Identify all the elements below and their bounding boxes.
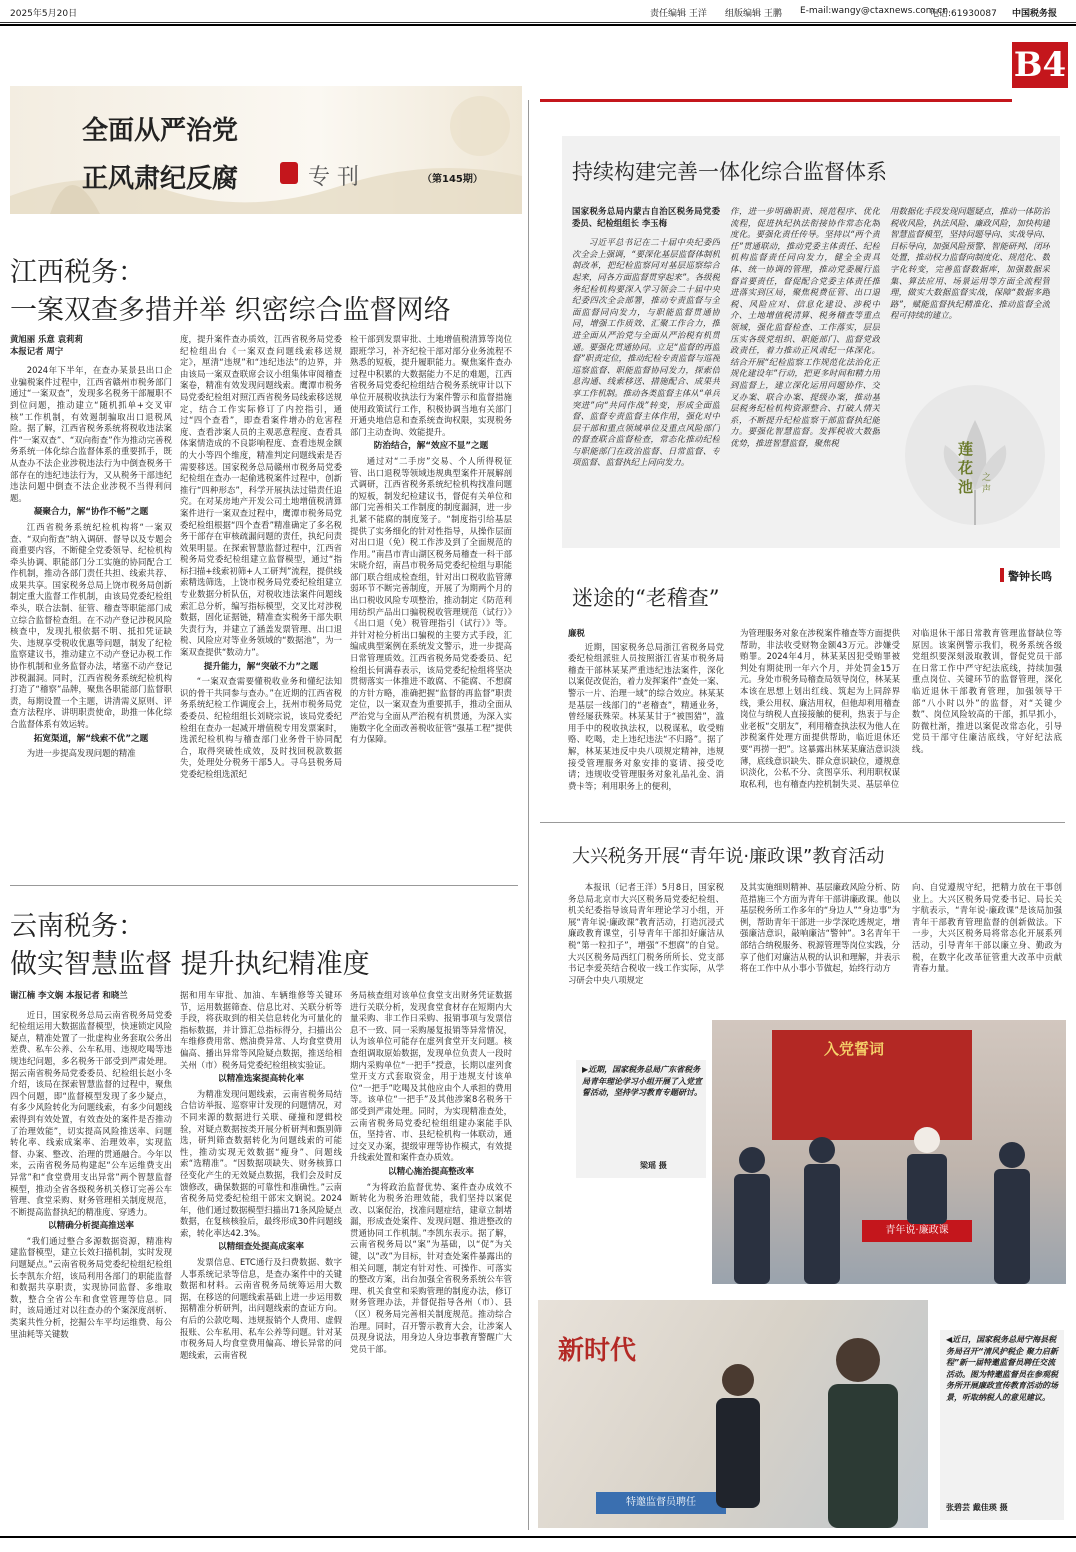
photo2-credit: 张碧芸 戴佳瑛 摄 (946, 1503, 1008, 1512)
page-number-badge: B4 (1012, 42, 1068, 88)
people-silhouettes (712, 1080, 1066, 1284)
header-date: 2025年5月20日 (10, 9, 78, 19)
banner-title-line2: 正风肃纪反腐 (82, 164, 239, 194)
yunnan-paragraph: 据和用车审批、加油、车辆维修等关键环节，运用数据筛查、信息比对、关联分析等手段，将获取到的相关信息转化为可量化的指标数据，并计算汇总指标得分，扫描出公车维修费用常、燃油费异常、人均食堂费用偏高、播出异常等风险疑点数据，推送给相关州（市）税务局党委纪检组核实验证。 (180, 990, 342, 1070)
jiangxi-column-2 (180, 334, 342, 882)
mitu-title: 迷途的“老稽查” (572, 586, 720, 610)
chixu-author: 国家税务总局内蒙古自治区税务局党委委员、纪检组组长 李玉梅 (572, 206, 720, 228)
daxing-title: 大兴税务开展“青年说·廉政课”教育活动 (572, 846, 885, 867)
jiangxi-column-3 (350, 334, 512, 882)
header-paper-name: 中国税务报 (1012, 9, 1058, 19)
jiangxi-paragraph: 2024年下半年，在查办某景县出口企业骗税案件过程中，江西省赣州市税务部门通过“一案双查”，发现多名税务干部履职不到位问题，推动建立“随机抓单+交叉审核”工作机制，有效遏制骗取出口退税风险。据了解，江西省税务系统将税收违法案件“一案双查”、“双向衔查”作为推动完善税务系统一体化综合监督体系的重要抓手，既从查办不法企业涉税违法行为中倒查税务干部存在的违纪违法行为，又从税务干部违纪违法问题中倒查不法企业涉税不当得利问题。 (10, 365, 172, 503)
mitu-paragraph: 为管理服务对象在涉税案件稽查等方面提供帮助，非法收受财物金额43万元。涉嫌受贿罪。2024年4月，林某某因犯受贿罪被判处有期徒刑一年六个月，并处罚金15万元。身处市税务局稽查局领导岗位，林某某本该在思想上划出红线、筑起为上同辞界线，秉公用权、廉洁用权，但他却利用稽查岗位与纳税人直接接触的便利，热衷于与企业老板“交朋友”，利用稽查执法权为他人在涉税案件处理方面提供帮助，临近退休还要“再捞一把”。这暴露出林某某廉洁意识淡薄，底线意识缺失、群众意识缺位，遵规意识淡化，公私不分、贪图享乐、利用职权谋取私利，也有稽查内控机制失灵、基层单位 (740, 628, 900, 789)
header-phone: 电话:61930087 (930, 9, 997, 19)
yunnan-paragraph: 务局核查组对该单位食堂支出财务凭证数据进行关联分析，发现食堂食材存在短期内大量采购、非工作日采购、报销事项与发票信息不一致、同一采购屡复报销等异常情况，认为该单位可能存在虚列食堂开支问题。核查组调取原始数据，发现单位负责人一段时期内采购单位“一把手”授意，长期以虚列食堂开支方式套取资金，用于违规支付该单位“一把手”吃喝及其他应由个人承担的费用等。该单位“一把手”及其他涉案8名税务干部受到严肃处理。同时，为实现精准查处，云南省税务局党委纪检组组建办案能手队伍，坚持省、市、县纪检机构一体联动，通过交叉办案，提级审理等协作模式，有效提升线索处置和案件查办质效。 (350, 990, 512, 1163)
header-layout-editor: 组版编辑 王鹏 (725, 9, 782, 19)
wall-text: 新时代 (558, 1336, 637, 1366)
chixu-paragraph: 用数据化手段发现问题疑点，推动一体防治税收风险，执法风险、廉政风险，加快构建智慧监督模型，坚持问题导向、实战导向、目标导向，加强风险预警、智能研判、闭环处置，推动权力监督向制度化、规范化、数字化转变，完善监督数据库，加强数据采集、算法应用、场景运用等方面全流程管理，做实大数据监督实战，保障“数据多跑路”，赋能监督执纪精准化、推动监督全流程可持续的建立。 (890, 206, 1050, 321)
chixu-paragraph: 作，进一步明确职责、规范程序、优化流程，促进执纪执法衔接协作常态化制度化。要强化责任传导。坚持以“两个责任”贯通联动，推动党委主体责任、纪检机构监督责任同向发力，健全全责具体、统一协调的管理，推动党委履行监督首要责任，督促配合党委主体责任推进落实到区局，聚焦税费征管、出口退税、风险应对、信息化建设、涉税中介、土地增值税清算、税务稽查等重点领域，强化监督检查、工作落实，层层压实各级党组织、职能部门、监督党政政责任，着力推动正风肃纪一体深化。结合开展“纪检监察工作规范化法治化正规化建设年”行动，把更多时间和精力用到监督上，建立深化运用问题协作、交叉办案、联合办案、提级办案，推动基层税务纪检机构资源整合、打破人情关系，不断提升纪检监察干部监督执纪能力。要强化智慧监督。发挥税收大数据优势，推进智慧监督，聚焦税 (730, 206, 880, 448)
daxing-paragraph: 及其实施细则精神、基层廉政风险分析、防范措施三个方面为青年干部讲廉政课。他以基层税务所工作多年的“身边人”“身边事”为例，帮助青年干部进一步学深吃透规定，增强廉洁意识，敲响廉洁“警钟”。3名青年干部结合纳税服务、税源管理等岗位实践，分享了他们对廉洁从税的认识和理解，并表示将在工作中从小事小节做起，始终行动方 (740, 882, 900, 974)
mitu-column-1 (568, 628, 724, 808)
yunnan-title-line2: 做实智慧监督 提升执纪精准度 (10, 949, 370, 980)
header-editor: 责任编辑 王洋 (650, 9, 707, 19)
mitu-column-2 (740, 628, 900, 808)
yunnan-column-2 (180, 990, 342, 1526)
event-banner: 青年说·廉政课 (862, 1220, 972, 1242)
tag-marker-icon (1000, 568, 1004, 582)
photo2-caption: ◀近日，国家税务总局宁海县税务局召开“清风护税企 聚力启新程”新一届特邀监督员聘任交流活动。图为特邀监督员在参观税务所开展廉政宣传教育活动的场景，听取纳税人的意见建议。 (946, 1335, 1058, 1402)
column-name-suffix: 之声 (982, 473, 992, 495)
mitu-paragraph: 近期，国家税务总局浙江省税务局党委纪检组派驻人员按照浙江省某市税务局稽查干部林某某严重违纪违法案件，深化以案促改促治，着力发挥案件“查处一案、警示一片、治理一域”的综合效应。林某某是基层一线部门的“老稽查”，精通业务，曾经屡获殊荣。林某某甘于“被围猎”，滥用手中的税收执法权，以税谋私，收受贿赂、吃喝，走上违纪违法“不归路”。据了解，林某某违反中央八项规定精神，违规接受管理服务对象安排的宴请、接受吃请；违规收受管理服务对象礼品礼金、消费卡等；利用职务上的便利， (568, 641, 724, 791)
yunnan-column-1 (10, 990, 172, 1526)
divider-jiangxi-bottom (10, 885, 518, 886)
jiangxi-byline-2: 本报记者 周宁 (10, 345, 64, 356)
mitu-author: 廉税 (568, 628, 585, 638)
jiangxi-paragraph: 江西省税务系统纪检机构将“一案双查、“双向衔查”纳入调研、督导以及专题会商重要内容，不断健全党委领导、纪检机构牵头协调、职能部门分工实施的协同配合工作机制，推动各部门责任共担、线索共荐、成果共享。国家税务总局上饶市税务局创新制定重大监督工作机制，由该局党委纪检组牵头，联合法制、征管、稽查等职能部门成立综合监督检查组。在不动产登记涉税风险核查中，发现扎根依据不明、抵扣凭证缺失、违规享受税收优惠等问题，制发了纪检监察建议书，推动建立不动产登记办税工作协作机制和业务监督办法，堵塞不动产登记涉税漏洞。同时，江西省税务系统纪检机构打造了“稽察”品牌，聚焦各职能部门监督职责，每期设置一个主题，讲清需义原则、评查方法程序、讲明职责使命，助推一体化综合监督体系有效运转。 (10, 521, 172, 729)
jiangxi-byline-1: 黄旭丽 乐意 袁莉莉 (10, 334, 83, 344)
jiangxi-paragraph: 检干部到发票审批、土地增值税清算等岗位跟班学习，补齐纪检干部对部分业务流程不熟悉的短板，提升履职能力。聚焦案件查办过程中积累的大数据能力不足的难题，江西省税务局党委纪检组结合税务系统审计以下单位开展税收执法行为案件警示和监督措施使用政策试行工作，积极协调当地有关部门开通央地信息和查系统查询权限，实现税务部门主动查询、效能提升。 (350, 334, 512, 437)
daxing-paragraph: 向、自觉遵规守纪，把精力放在干事创业上。大兴区税务局党委书记、局长关宇航表示，“青年说·廉政课”是该局加强青年干部教育管理监督的创新做法。下一步，大兴区税务局将常态化开展系列活动，引导青年干部以廉立身、勤政为税，在数字化改革征管重大改革中贡献青春力量。 (912, 882, 1062, 974)
jiangxi-paragraph: “一案双查需要懂税收业务和懂纪法知识的骨干共同参与查办。”在近期的江西省税务系统纪检工作调度会上，抚州市税务局党委委员、纪检组组长刘晓宗说，该局党委纪检组在查办一起减开增值税专用发票案时，选派纪检机构与稽查部门业务骨干协同配合，取得突破性成效，及时找回税款数据失，处理处分税务干部5人。寻乌县税务局党委纪检组选派纪 (180, 676, 342, 779)
section-red-rule (540, 99, 1012, 102)
jiangxi-subhead-3: 提升能力，解“突破不力”之题 (203, 661, 319, 672)
jiangxi-title-line2: 一案双查多措并举 织密综合监督网络 (10, 295, 451, 326)
page-header (0, 0, 1076, 23)
jiangxi-paragraph: 度，提升案件查办质效，江西省税务局党委纪检组出台《一案双查问题线索移送规定》，厘清“违规”和“违纪违法”的边界，并由该局一案双查联席会议小组集体审阅稽查案卷，精准有效发现问题线索。鹰潭市税务局党委纪检组对照江西省税务局线索移送规定，结合工作实际修订了内控指引，通过“四个查看”，即查看案件增办的危害程度、查看涉案人员的主观恶意程度、查看具体案情造成的不良影响程度、查看违规金额的大小等四个维度，精准判定问题线索是否需要移送。国家税务总局赣州市税务局党委纪检组在查办一起偷逃税案件过程中，创新推行“四种形态”，科学开展执法过错责任追究。在对某房地产开发公司土地增值税清算案件进行一案双查过程中，鹰潭市税务局党委纪检组根据“四个查看”精准确定了多名税务干部存在审核疏漏问题的责任，执纪问责效果明显。在探索智慧监督过程中，江西省税务局党委纪检组建立监督模型，通过“指标扫描+线索初筛+人工研判”流程，提供线索精选筛选，上饶市税务局党委纪检组建立专业数据分析队伍，对税收违法案件问题线索汇总分析，编写指标模型，交叉比对涉税数据，固化证据链，精准查实税务干部失职失责行为，并建立了涵盖发票管理、出口退税、风险应对等业务领域的“数据池”，为一案双查提供“数动力”。 (180, 334, 342, 658)
footer-rule (0, 1536, 1076, 1538)
chixu-column-2 (730, 206, 880, 536)
chixu-paragraph: 习近平总书记在二十届中央纪委四次全会上强调，“要深化基层监督体制机制改革，把纪检监察同对基层巡察综合起来，同各方面监督贯穿起来”。各级税务纪检机构要深入学习领会二十届中央纪委四次全会部署，推动专责监督与全面监督同向发力，与职能监督贯通协同，增强工作质效、汇聚工作合力，推进全面从严治党与全面从严治税有机贯通。要强化贯通协同。立足“监督的再监督”职责定位，推动纪检专责监督与巡视巡察监督、职能监督协同发力，探索信息沟通、线索移送、措施配合、成果共享工作机制。推动各类监督主体从“单兵突进”向“共同作战”转变，形成全面监督、监督专责监督主体作用，强化对中层干部和重点领域单位及重点风险部门的督查联合监督检查，常态化推动纪检与职能部门在政治监督、日常监督、专项监督、监督执纪上同向发力。 (572, 237, 720, 468)
event-poster: 特邀监督员聘任 (596, 1492, 726, 1514)
yunnan-paragraph: “为将政治监督优势、案件查办成效不断转化为税务治理效能，我们坚持以案促改、以案促治，找准问题症结，建章立制堵漏，形成查处案件、发现问题、推进整改的贯通协同工作机制。”李凯东表示。据了解，云南省税务局以“案”为基础，以“促”为关键，以“改”为目标，针对查处案件暴露出的相关问题，制定有针对性、可操作、可落实的整改方案，出台加强全省税务系统公车管理、机关食堂和采购管理的制度办法，修订财务管理办法，并督促指导各州（市）、县（区）税务局完善相关制度规范。推动综合治理。同时，召开警示教育大会，让涉案人员现身说法，用身边人身边事教育警醒广大党员干部。 (350, 1181, 512, 1354)
yunnan-subhead-1: 以精确分析提高推送率 (48, 1221, 134, 1232)
yunnan-column-3 (350, 990, 512, 1526)
yunnan-subhead-4: 以精心施治提高整改率 (388, 1166, 474, 1177)
yunnan-paragraph: 为精准发现问题线索，云南省税务局结合信访举报、巡察审计发现的问题情况，对不同来源的数据进行关联、碰撞和逻辑校验，对疑点数据按类开展分析研判和甄别筛选，研判筛查数据转化为问题线索的可能性，推动实现无效数据“瘦身”、问题线索“选精准”。“因数据项缺失、财务核算口径变化产生的无效疑点数据，我们会及时反馈修改，确保数据的可靠性和准确性。”云南省税务局党委纪检组干部宋文娴说。2024年，他们通过数据模型扫描出71条风险疑点数据，在复核核验后，最终形成30件问题线索，转化率达42.3%。 (180, 1088, 342, 1238)
yunnan-paragraph: 近日，国家税务总局云南省税务局党委纪检组运用大数据监督模型，快速锁定风险疑点，精准处置了一批虚构业务套取公务出差费、私车公养、公车私用、违规吃喝等违规违纪问题，多名税务干部受到严肃处理。据云南省税务局党委委员、纪检组长赵小冬介绍，该局在探索智慧监督的过程中，聚焦四个问题，即“监督模型发现了多少疑点，有多少风险转化为问题线索，有多少问题线索得到有效处置，有效查处的案件是否推动了治理效能”，切实提高风险推送率、问题转化率、线索成案率、治理效率，实现监督、办案、整改、治理的贯通融合。今年以来，云南省税务局构建起“公车运维费支出异常”和“食堂费用支出异常”两个智慧监督模型，推动全省各级税务机关修订完善公车管理、食堂采购、财务管理相关制度规范，不断提高监督执纪的精准度、穿透力。 (10, 1009, 172, 1217)
photo-oath-activity (712, 1020, 1066, 1284)
yunnan-title-line1: 云南税务： (10, 911, 145, 942)
jiangxi-title-line1: 江西税务： (10, 257, 145, 288)
people-silhouettes (538, 1300, 928, 1528)
chixu-column-1 (572, 206, 720, 536)
yunnan-subhead-3: 以精细查处提高成案率 (218, 1242, 304, 1253)
photo-supervisor-event (538, 1300, 928, 1528)
banner-special-label: 专 刊 (308, 165, 359, 190)
jiangxi-paragraph: 通过对“二手房”交易、个人所得税征管、出口退税等领域违规典型案件开展解剖式调研，江西省税务系统纪检机构找准问题的短板，制发纪检建议书，督促有关单位和部门完善相关工作制度的制度漏洞，进一步扎紧不能腐的制度笼子。“制度指引给基层提供了实务细化的针对性指导，从操作层面对出口退（免）税工作涉及到了全面规范的作用。”南昌市青山湖区税务局稽查一科干部宋晓介绍，南昌市税务局党委纪检组与职能部门联合组成检查组，针对出口税收监管薄弱环节不断完善制度，开展了为期两个月的出口税收风险专项整治，推动制定《防范利用纺织产品出口骗税税收管理规范（试行）》《出口退（免）税管理指引（试行）》等。并针对检分析出口骗税的主要方式手段，汇编成典型案例在系统发文警示，进一步提高日常管理质效。江西省税务局党委委员、纪检组长何满春表示，该局党委纪检组将坚决贯彻落实一体推进不敢腐、不能腐、不想腐的方针方略，准确把握“监督的再监督”职责定位，以一案双查为重要抓手，推动全面从严治党与全面从严治税有机贯通，为深入实施数字化全面改善税收征管“强基工程”提供有力保障。 (350, 455, 512, 745)
photo1-credit: 梁瑶 摄 (640, 1161, 667, 1170)
banner-seal-icon (280, 162, 298, 184)
yunnan-subhead-2: 以精准选案提高转化率 (218, 1074, 304, 1085)
banner-title-line1: 全面从严治党 (82, 116, 239, 146)
jiangxi-subhead-2: 拓宽渠道，解“线索不优”之题 (33, 733, 149, 744)
chixu-column-3 (890, 206, 1050, 354)
yunnan-paragraph: 发票信息、ETC通行及扫费数据、数字人事系统记录等信息，是查办案件中的关键数据和材料。云南省税务局统筹运用大数据，在移送的问题线索基础上进一步运用数据精准分析研判，出问题线索的查证方向。有后的公款吃喝、违规报销个人费用、虚假报账、公车私用、私车公养等问题。针对某市税务局人均食堂费用偏高、增长异常的问题线索，云南省税 (180, 1257, 342, 1360)
daxing-paragraph: 本报讯（记者王洋）5月8日，国家税务总局北京市大兴区税务局党委纪检组、机关纪委指导该局青年理论学习小组，开展“青年说·廉政课”教育活动，打造沉浸式廉政教育课堂，引导青年干部扣好廉洁从税“第一粒扣子”，增强“不想腐”的自觉。大兴区税务局西红门税务所所长、党支部书记李爱英结合税收一线工作实际，从学习研会中央八项规定 (568, 882, 724, 985)
center-column-divider (528, 100, 529, 1530)
mitu-column-3 (912, 628, 1062, 808)
daxing-column-3 (912, 882, 1062, 998)
jiangxi-paragraph: 为进一步提高发现问题的精准 (26, 748, 136, 759)
mitu-paragraph: 对临退休干部日常教育管理监督缺位等原因。该案例警示我们，税务系统各级党组织要深刻汲取教训，督促党员干部在日常工作中严守纪法底线，持续加强重点岗位、关键环节的监督管理，深化临近退休干部教育管理，加强领导干部“八小时以外”的监督，对“关键少数”、岗位风险较高的干部，抓早抓小，防微杜渐，推进以案促改常态化，引导党员干部守住廉洁底线，守好纪法底线。 (912, 628, 1062, 754)
special-banner (10, 86, 522, 214)
column-tag-jingzhong: 警钟长鸣 (1008, 570, 1052, 583)
photo1-caption: ▶近期，国家税务总局广东省税务局青年理论学习小组开展了入党宣誓活动，坚持学习教育专题研讨。 (582, 1065, 702, 1097)
header-rule (0, 24, 1076, 26)
yunnan-paragraph: “我们通过整合多源数据资源，精准构建监督模型，建立长效扫描机制，实时发现问题疑点。”云南省税务局党委纪检组纪检组长李凯东介绍，该局利用各部门的职能监督和数据共享职责，实现协同监督、多维取数，整合全省公车和食堂管理等信息。同时，该局通过对以往查办的个案深度剖析、类案共性分析，挖掘公车平均运维费、每公里油耗等关键数 (10, 1235, 172, 1339)
column-name-lianhuachi: 莲花池 (958, 440, 974, 496)
divider-mitu-bottom (540, 822, 1065, 823)
jiangxi-subhead-4: 防治结合，解“效应不显”之题 (373, 441, 489, 452)
daxing-column-2 (740, 882, 900, 998)
jiangxi-subhead-1: 凝聚合力，解“协作不畅”之题 (33, 507, 149, 518)
chixu-title: 持续构建完善一体化综合监督体系 (572, 160, 887, 184)
yunnan-byline: 谢江楠 李文娴 本报记者 和晓兰 (10, 990, 128, 1000)
daxing-column-1 (568, 882, 724, 998)
header-email[interactable]: E-mail:wangy@ctaxnews.com.cn (800, 6, 949, 16)
jiangxi-column-1 (10, 334, 172, 882)
banner-issue-number: （第145期） (422, 174, 483, 185)
oath-board-sign: 入党誓词 (824, 1040, 885, 1058)
